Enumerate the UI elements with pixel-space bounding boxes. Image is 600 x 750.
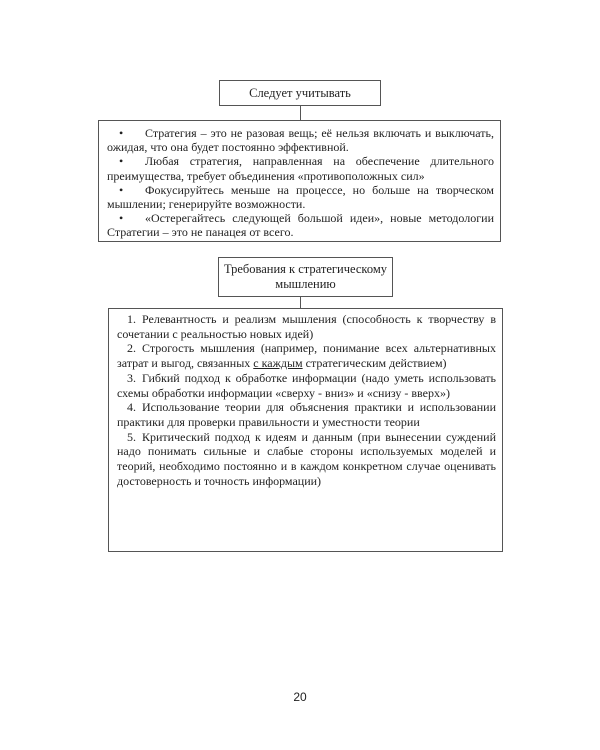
connector-line-2 [300,297,301,308]
page-number: 20 [293,690,307,704]
considerations-box [98,120,501,242]
numbered-item-2 [117,341,496,370]
bullet-text-3: Фокусируйтесь меньше на процессе, но больше на творческом мышлении; генерируйте возможности. [107,182,494,212]
section2-title-box [218,257,393,297]
bullet-icon: • [119,211,124,226]
numbered-item-5 [117,430,496,489]
item-text-part: Строгость мышления (например, понимание всех альтернативных затрат и выгод, связанных [117,341,496,371]
bullet-item-2 [107,154,494,182]
bullet-item-1 [107,126,494,154]
section1-title-box [219,80,381,106]
item-text: Использование теории для объяснения практики и использовании практики для проверки правильности и уместности теории [117,400,496,429]
bullet-icon: • [119,126,124,140]
bullet-icon: • [119,154,124,169]
bullet-text-4: «Остерегайтесь следующей большой идеи», новые методологии Стратегии – это не панацея от всего. [107,211,494,240]
item-text: Гибкий подход к обработке информации (надо уметь использовать схемы обработки информации «сверху - вниз» и «снизу - вверх») [117,370,496,400]
numbered-item-4 [117,400,496,429]
item-text-part: стратегическим действием) [302,356,447,371]
bullet-icon: • [119,182,124,197]
bullet-item-3 [107,183,494,211]
numbered-item-1 [117,312,496,341]
item-number: 4. [127,400,136,415]
requirements-box [108,308,503,552]
bullet-item-4 [107,211,494,239]
item-number: 5. [127,429,136,444]
item-number: 3. [127,370,136,385]
numbered-item-3 [117,371,496,400]
bullet-text-2: Любая стратегия, направленная на обеспечение длительного преимущества, требует объединения «противоположных сил» [107,154,494,183]
item-number: 1. [127,312,136,326]
underlined-text: с каждым [253,356,303,371]
item-text: Релевантность и реализм мышления (способность к творчеству в сочетании с реальностью новых идей) [117,312,496,341]
connector-line-1 [300,106,301,120]
bullet-text-1: Стратегия – это не разовая вещь; её нельзя включать и выключать, ожидая, что она будет постоянно эффективной. [107,126,494,155]
section2-title: Требования к стратегическому мышлению [223,262,388,291]
section1-title: Следует учитывать [249,86,351,100]
item-text: Критический подход к идеям и данным (при вынесении суждений надо понимать сильные и слабые стороны используемых моделей и теорий, необходимо постоянно и в каждом конкретном случае оценивать достоверность и точность информации) [117,429,496,488]
item-number: 2. [127,341,136,356]
